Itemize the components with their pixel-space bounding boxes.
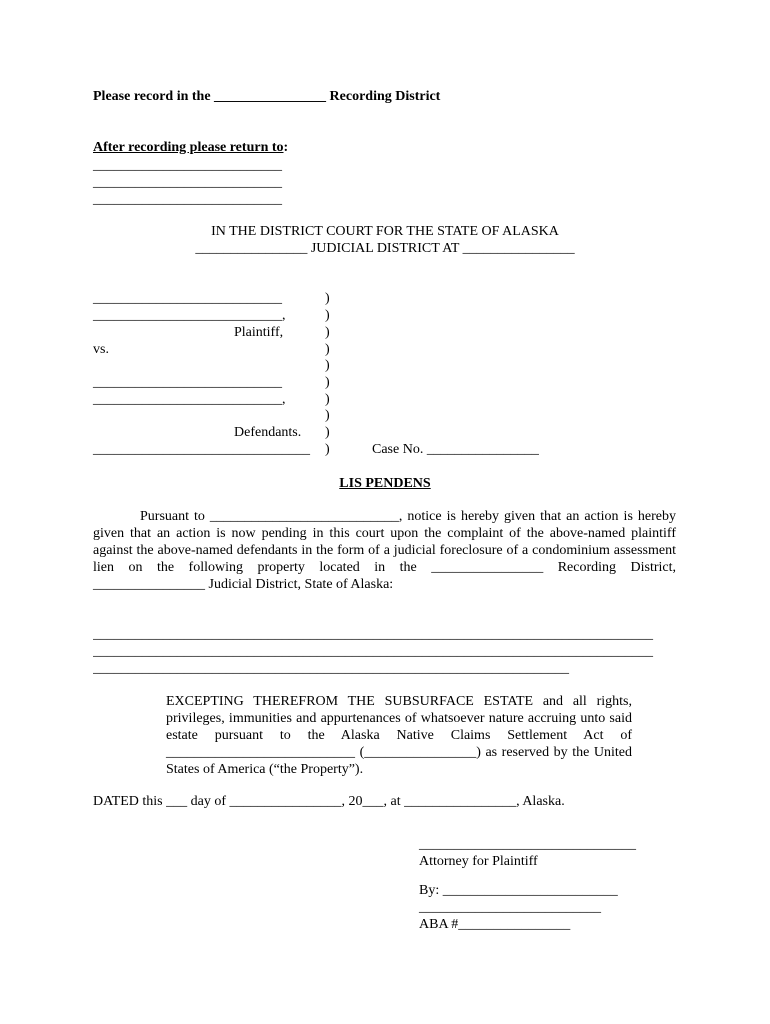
court-heading-line-1: IN THE DISTRICT COURT FOR THE STATE OF ALASKA <box>211 224 559 239</box>
caption-paren: ) <box>325 358 330 373</box>
caption-paren: ) <box>325 325 330 340</box>
aba-number: ABA #________________ <box>419 917 571 932</box>
dated-line: DATED this ___ day of ________________, 20___, at ________________, Alaska. <box>93 794 565 809</box>
defendant-name-line-1: ___________________________ <box>93 375 282 390</box>
caption-paren: ) <box>325 408 330 423</box>
caption-paren: ) <box>325 342 330 357</box>
notice-paragraph: Pursuant to ___________________________, notice is hereby given that an action is hereby given that an action is now pending in this court upon the complaint of the above-named plaintiff against the above-named defendants in the form of a judicial foreclosure of a condominium assessment lien on the following property located in the ________________ Recording District, ________________ Judicial District, State of Alaska: <box>93 509 676 592</box>
return-to-label: After recording please return to <box>93 140 284 155</box>
attorney-name-line: __________________________ <box>419 900 601 915</box>
versus-label: vs. <box>93 342 109 357</box>
document-title: LIS PENDENS <box>339 476 431 491</box>
case-number: Case No. ________________ <box>372 442 539 457</box>
caption-bottom-line: _______________________________ <box>93 442 310 457</box>
plaintiff-name-line-1: ___________________________ <box>93 291 282 306</box>
caption-paren: ) <box>325 308 330 323</box>
signature-line: _______________________________ <box>419 837 636 852</box>
excepting-clause: EXCEPTING THEREFROM THE SUBSURFACE ESTATE and all rights, privileges, immunities and appurtenances of whatsoever nature accruing unto said estate pursuant to the Alaska Native Claims Settlement Act of ___________________________ (________________) as reserved by the United States of America (“the Property”). <box>166 694 632 777</box>
court-heading-line-2: ________________ JUDICIAL DISTRICT AT ________________ <box>195 241 575 256</box>
defendants-label: Defendants. <box>234 425 302 440</box>
return-address-line-2: ___________________________ <box>93 175 282 190</box>
property-description-line-2: ________________________________________________________________________________ <box>93 644 653 659</box>
property-description-line-3: ____________________________________________________________________ <box>93 661 569 676</box>
property-description-line-1: ________________________________________________________________________________ <box>93 627 653 642</box>
caption-paren: ) <box>325 291 330 306</box>
plaintiff-label: Plaintiff, <box>234 325 284 340</box>
return-to-heading <box>93 139 288 156</box>
recording-district-line: Please record in the ________________ Recording District <box>93 89 441 104</box>
caption-paren: ) <box>325 392 330 407</box>
caption-paren: ) <box>325 442 330 457</box>
return-address-line-1: ___________________________ <box>93 158 282 173</box>
by-line: By: _________________________ <box>419 883 618 898</box>
defendant-name-line-2: ___________________________, <box>93 392 286 407</box>
caption-paren: ) <box>325 375 330 390</box>
plaintiff-name-line-2: ___________________________, <box>93 308 286 323</box>
return-address-line-3: ___________________________ <box>93 192 282 207</box>
return-to-colon: : <box>283 140 289 155</box>
attorney-label: Attorney for Plaintiff <box>419 854 538 869</box>
caption-paren: ) <box>325 425 330 440</box>
